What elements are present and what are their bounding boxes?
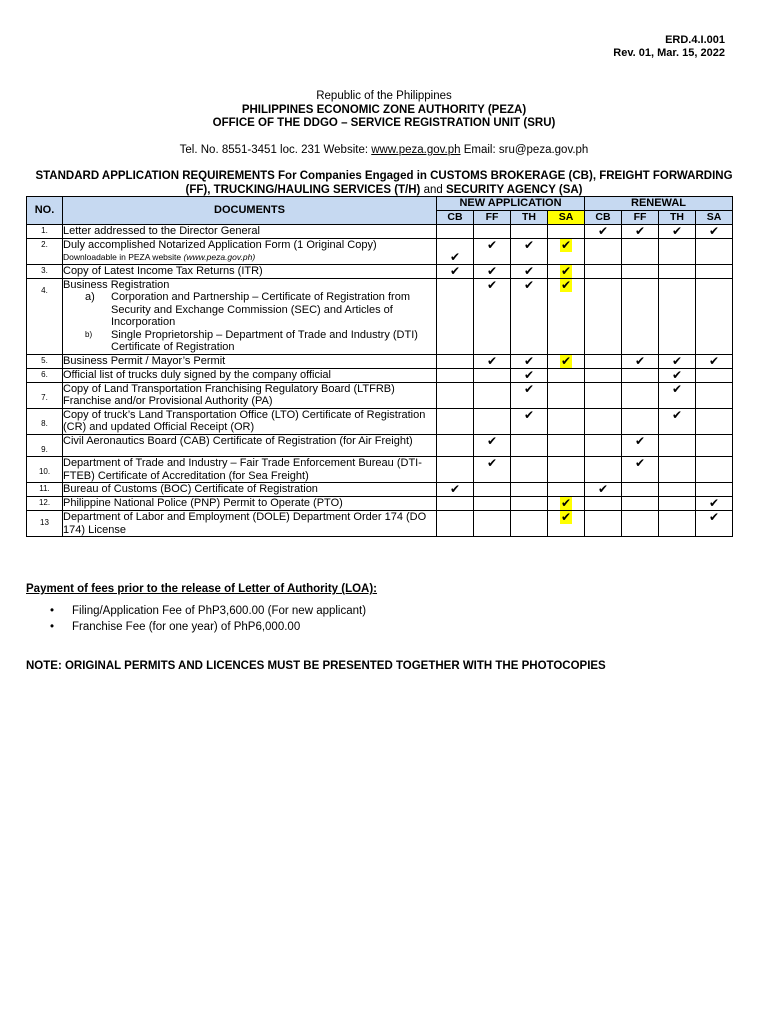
document-reference (613, 34, 725, 60)
row-number (27, 278, 63, 354)
row-number (27, 434, 63, 457)
check-mark: ✔ (523, 237, 535, 252)
row-document (63, 238, 437, 264)
row-number: 12. (27, 497, 63, 511)
table-row (27, 382, 733, 408)
row-number: 3. (27, 264, 63, 278)
header-renewal-sa: SA (696, 211, 733, 225)
download-note (63, 251, 436, 264)
row-document: Letter addressed to the Director General (63, 224, 437, 238)
check-mark: ✔ (486, 353, 498, 368)
table-row (27, 264, 733, 278)
header-documents: DOCUMENTS (63, 197, 437, 225)
row-document: Copy of truck’s Land Transportation Office (LTO) Certificate of Registration (CR) and updated Official Receipt (OR) (63, 408, 437, 434)
row-document: Business Permit / Mayor’s Permit (63, 354, 437, 368)
list-item-text: Single Proprietorship – Department of Trade and Industry (DTI) Certificate of Registration (111, 328, 418, 353)
download-note-text: Downloadable in PEZA website (63, 252, 184, 262)
list-item-label: b) (85, 329, 93, 339)
header-renewal-th: TH (659, 211, 696, 225)
check-mark: ✔ (523, 277, 535, 292)
table-row (27, 511, 733, 537)
download-note-link[interactable]: (www.peza.gov.ph) (183, 252, 256, 262)
list-item-label: a) (85, 291, 95, 303)
row-number (27, 511, 63, 537)
country-line: Republic of the Philippines (316, 90, 452, 102)
table-row (27, 434, 733, 457)
row-document: Bureau of Customs (BOC) Certificate of Registration (63, 483, 437, 497)
check-mark: ✔ (523, 381, 535, 396)
header-renewal-cb: CB (585, 211, 622, 225)
row-document: Copy of Latest Income Tax Returns (ITR) (63, 264, 437, 278)
row-document (63, 278, 437, 354)
title-and: and (420, 183, 446, 196)
check-mark-highlighted: ✔ (560, 263, 572, 278)
website-link[interactable]: www.peza.gov.ph (371, 144, 461, 156)
row-number-text: 4. (41, 285, 48, 295)
document-revision: Rev. 01, Mar. 15, 2022 (613, 47, 725, 59)
list-item (63, 291, 436, 329)
check-mark: ✔ (449, 263, 461, 278)
check-mark-highlighted: ✔ (560, 353, 572, 368)
check-mark: ✔ (449, 249, 461, 264)
table-row (27, 354, 733, 368)
check-mark: ✔ (486, 237, 498, 252)
row-number (27, 408, 63, 434)
requirements-table (26, 196, 733, 537)
title-part-2: SECURITY AGENCY (SA) (445, 183, 583, 196)
document-code: ERD.4.I.001 (665, 34, 725, 46)
check-mark: ✔ (671, 353, 683, 368)
row-number: 11. (27, 483, 63, 497)
list-item-text: Corporation and Partnership – Certificate of Registration from Security and Exchange Commission (SEC) and Articles of Incorporation (111, 291, 410, 328)
check-mark-highlighted: ✔ (560, 496, 572, 510)
list-item (63, 329, 436, 354)
row-number-text: 8. (41, 418, 48, 428)
check-mark: ✔ (708, 353, 720, 368)
check-mark: ✔ (597, 482, 609, 496)
row-number (27, 382, 63, 408)
row-document-title: Business Registration (63, 278, 170, 291)
row-number (27, 457, 63, 483)
table-row (27, 457, 733, 483)
header-no: NO. (27, 197, 63, 225)
row-document-title: Duly accomplished Notarized Application Form (1 Original Copy) (63, 238, 377, 251)
check-mark: ✔ (486, 433, 498, 448)
check-mark: ✔ (486, 277, 498, 292)
telephone-text: Tel. No. 8551-3451 loc. 231 Website: (179, 144, 372, 156)
check-mark: ✔ (671, 381, 683, 396)
row-document: Philippine National Police (PNP) Permit to Operate (PTO) (63, 497, 437, 511)
row-document: Department of Labor and Employment (DOLE) Department Order 174 (DO 174) License (63, 511, 437, 537)
check-mark: ✔ (486, 263, 498, 278)
list-item: • Franchise Fee (for one year) of PhP6,000.00 (50, 619, 366, 635)
check-mark: ✔ (708, 510, 720, 524)
row-number-text: 13 (40, 518, 49, 527)
header-new-application: NEW APPLICATION (437, 197, 585, 211)
check-mark: ✔ (486, 456, 498, 470)
check-mark: ✔ (708, 496, 720, 510)
check-mark: ✔ (708, 223, 720, 238)
list-item: • Filing/Application Fee of PhP3,600.00 (For new applicant) (50, 603, 366, 619)
table-row (27, 368, 733, 382)
check-mark-highlighted: ✔ (560, 277, 572, 292)
table-row (27, 497, 733, 511)
office-name: OFFICE OF THE DDGO – SERVICE REGISTRATION UNIT (SRU) (212, 117, 556, 129)
check-mark: ✔ (671, 407, 683, 422)
email-text: Email: sru@peza.gov.ph (460, 144, 589, 156)
check-mark: ✔ (597, 223, 609, 238)
check-mark: ✔ (671, 223, 683, 238)
contact-line (0, 144, 768, 156)
check-mark: ✔ (634, 433, 646, 448)
check-mark: ✔ (523, 263, 535, 278)
check-mark: ✔ (449, 482, 461, 496)
agency-name: PHILIPPINES ECONOMIC ZONE AUTHORITY (PEZA) (241, 103, 527, 116)
row-number-text: 10. (38, 467, 51, 476)
header-new-cb: CB (437, 211, 474, 225)
row-document: Civil Aeronautics Board (CAB) Certificate of Registration (for Air Freight) (63, 434, 437, 457)
header-new-th: TH (511, 211, 548, 225)
title-part-1: STANDARD APPLICATION REQUIREMENTS For Companies Engaged in CUSTOMS BROKERAGE (CB), FREIGHT FORWARDING (FF), TRUCKING/HAULING SERVICES (T/H) (35, 170, 733, 196)
row-number-text: 9. (41, 444, 48, 454)
header-renewal-ff: FF (622, 211, 659, 225)
header-new-ff: FF (474, 211, 511, 225)
check-mark: ✔ (634, 456, 646, 470)
row-number: 6. (27, 368, 63, 382)
table-row (27, 224, 733, 238)
photocopy-note: NOTE: ORIGINAL PERMITS AND LICENCES MUST BE PRESENTED TOGETHER WITH THE PHOTOCOPIES (26, 660, 606, 672)
row-number-text: 7. (41, 392, 48, 402)
fee-list (50, 603, 366, 635)
header-renewal: RENEWAL (585, 197, 733, 211)
header-new-sa: SA (548, 211, 585, 225)
check-mark: ✔ (634, 353, 646, 368)
row-document: Department of Trade and Industry – Fair Trade Enforcement Bureau (DTI-FTEB) Certificate of Accreditation (for Sea Freight) (63, 457, 437, 483)
table-row (27, 483, 733, 497)
row-number: 1. (27, 224, 63, 238)
payment-heading: Payment of fees prior to the release of Letter of Authority (LOA): (26, 583, 378, 595)
table-row (27, 408, 733, 434)
row-number: 5. (27, 354, 63, 368)
check-mark: ✔ (671, 367, 683, 382)
row-document: Copy of Land Transportation Franchising Regulatory Board (LTFRB) Franchise and/or Provisional Authority (PA) (63, 382, 437, 408)
check-mark: ✔ (523, 353, 535, 368)
check-mark-highlighted: ✔ (560, 237, 572, 252)
check-mark: ✔ (523, 367, 535, 382)
row-document: Official list of trucks duly signed by the company official (63, 368, 437, 382)
check-mark: ✔ (634, 223, 646, 238)
check-mark: ✔ (523, 407, 535, 422)
row-number: 2. (27, 238, 63, 264)
table-row (27, 278, 733, 354)
table-row (27, 238, 733, 264)
letterhead (0, 90, 768, 131)
requirements-title (30, 170, 738, 197)
check-mark-highlighted: ✔ (560, 510, 572, 524)
